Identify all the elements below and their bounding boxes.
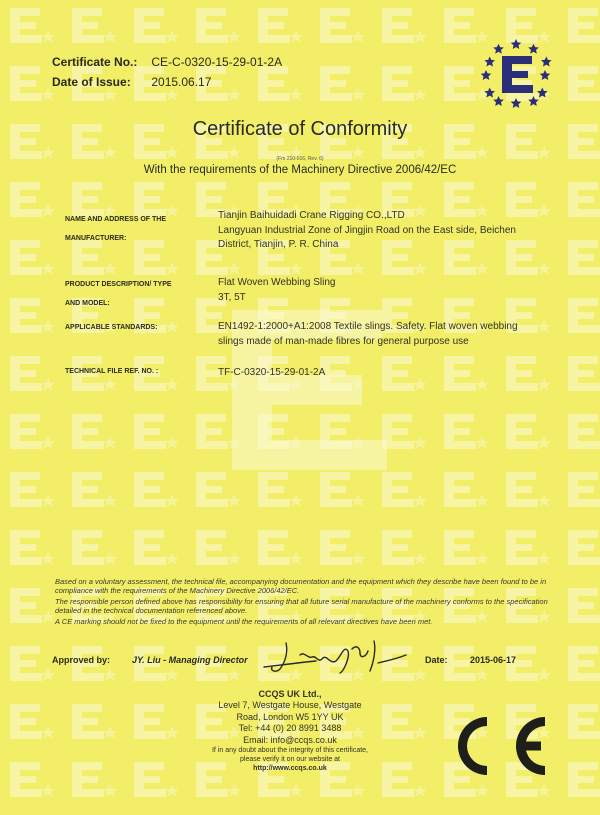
- manufacturer-value: [218, 209, 548, 253]
- certificate-number-label: Certificate No.:: [52, 55, 138, 69]
- approver-name: JY. Liu - Managing Director: [132, 655, 248, 665]
- approved-by-label: Approved by:: [52, 655, 111, 665]
- manufacturer-name: Tianjin Baihuidadi Crane Rigging CO.,LTD: [218, 210, 405, 221]
- product-label-line: PRODUCT DESCRIPTION/ TYPE: [65, 281, 172, 288]
- manufacturer-label: [65, 210, 200, 248]
- handwritten-signature: [256, 637, 411, 675]
- standards-value: EN1492-1:2000+A1:2008 Textile slings. Safety. Flat woven webbing slings made of man-made fibres for general purpose use: [218, 321, 518, 347]
- technical-file-label: TECHNICAL FILE REF. NO. :: [65, 368, 159, 375]
- date-of-issue-value: 2015.06.17: [151, 75, 212, 89]
- standards-label: APPLICABLE STANDARDS:: [65, 324, 158, 331]
- date-of-issue-row: [52, 75, 211, 89]
- issuer-website-link[interactable]: http://www.ccqs.co.uk: [253, 765, 327, 773]
- form-reference: (Fm 210-016, Rev. 6): [276, 156, 324, 162]
- statement-paragraph: A CE marking should not be fixed to the equipment until the requirements of all relevant directives have been met.: [55, 617, 433, 626]
- issuer-name: CCQS UK Ltd.,: [258, 689, 322, 699]
- approval-date-label: Date:: [425, 655, 448, 665]
- issuer-address: [190, 689, 390, 773]
- manufacturer-label-line: MANUFACTURER:: [65, 235, 127, 242]
- product-value: [218, 276, 538, 305]
- issuer-address-line: Road, London W5 1YY UK: [236, 711, 344, 722]
- statement-paragraph: The responsible person defined above has responsibility for ensuring that all future serial manufacture of the machinery conforms to the specification detailed in the technical documentation referenced above.: [55, 597, 548, 615]
- certificate-number-row: [52, 55, 282, 69]
- product-label-line: AND MODEL:: [65, 300, 110, 307]
- verification-note: If in any doubt about the integrity of this certificate,: [211, 747, 369, 755]
- manufacturer-label-line: NAME AND ADDRESS OF THE: [65, 216, 166, 223]
- directive-subtitle: With the requirements of the Machinery Directive 2006/42/EC: [143, 164, 457, 176]
- ccqs-e-star-logo-icon: [480, 38, 552, 110]
- issuer-telephone: Tel: +44 (0) 20 8991 3488: [238, 723, 342, 734]
- certificate-title: Certificate of Conformity: [192, 118, 408, 140]
- certificate-number-value: CE-C-0320-15-29-01-2A: [151, 55, 283, 69]
- date-of-issue-label: Date of Issue:: [52, 75, 131, 89]
- product-model: 3T, 5T: [218, 291, 246, 303]
- product-description: Flat Woven Webbing Sling: [218, 277, 336, 288]
- manufacturer-address-line: District, Tianjin, P. R. China: [218, 239, 339, 250]
- verification-note: please verify it on our website at: [240, 756, 340, 764]
- product-label: [65, 275, 200, 313]
- technical-file-value: TF-C-0320-15-29-01-2A: [218, 367, 326, 378]
- manufacturer-address-line: Langyuan Industrial Zone of Jingjin Road on the East side, Beichen: [218, 224, 516, 236]
- ce-mark-icon: [453, 711, 555, 781]
- statement-paragraph: Based on a voluntary assessment, the technical file, accompanying documentation and the equipment which they describe have been found to be in compliance with the requirements of the Machinery Directive 2006/42/EC.: [55, 577, 547, 595]
- issuer-email: Email: info@ccqs.co.uk: [243, 734, 337, 745]
- issuer-address-line: Level 7, Westgate House, Westgate: [218, 700, 362, 711]
- compliance-statement: [55, 577, 555, 628]
- approval-date-value: 2015-06-17: [470, 655, 517, 665]
